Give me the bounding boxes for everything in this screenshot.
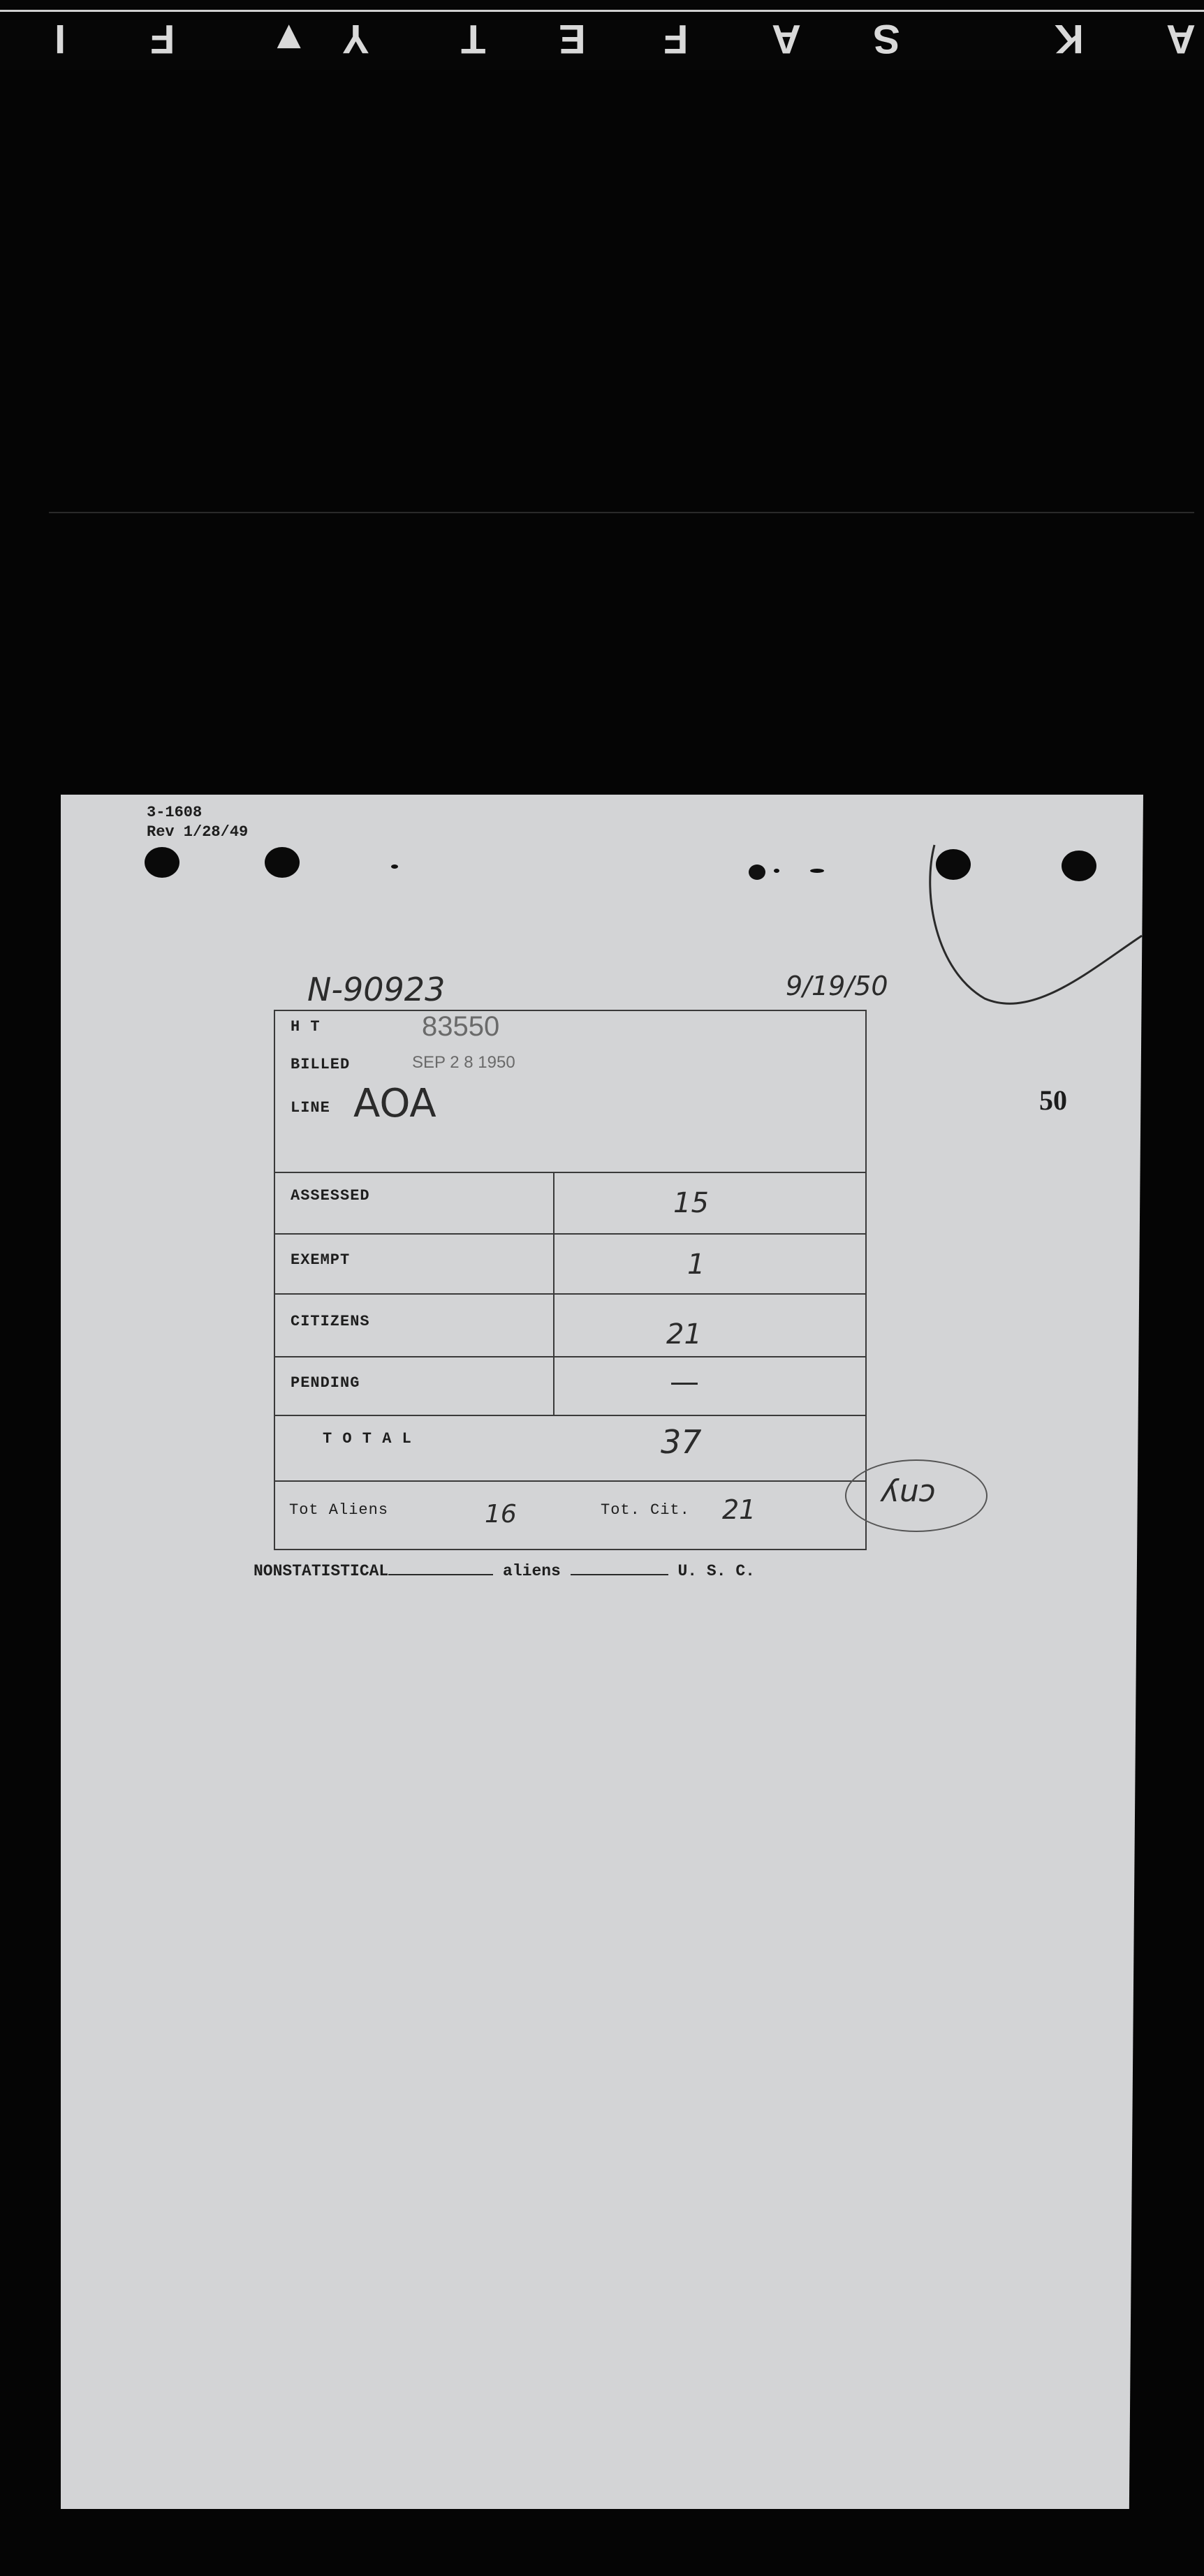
film-letter: I bbox=[54, 16, 66, 61]
punch-hole bbox=[145, 847, 179, 878]
film-letter: T bbox=[461, 16, 486, 61]
form-revision: Rev 1/28/49 bbox=[147, 823, 249, 841]
usc-label: U. S. C. bbox=[677, 1562, 755, 1580]
film-letter: E bbox=[559, 16, 586, 61]
total-value: 37 bbox=[661, 1423, 702, 1461]
film-edge bbox=[0, 0, 1204, 70]
ht-label: H T bbox=[291, 1018, 321, 1036]
tot-aliens-value: 16 bbox=[485, 1500, 517, 1529]
nonstatistical-label: NONSTATISTICAL bbox=[254, 1562, 389, 1580]
film-letter: ▼ bbox=[269, 16, 309, 61]
line-label: LINE bbox=[291, 1099, 330, 1117]
ht-value-stamp: 83550 bbox=[422, 1011, 500, 1042]
tot-cit-value: 21 bbox=[722, 1494, 756, 1525]
row-divider bbox=[275, 1480, 865, 1482]
column-divider bbox=[553, 1173, 555, 1416]
initials-stamp bbox=[845, 1459, 988, 1532]
page-number: 50 bbox=[1039, 1084, 1067, 1116]
row-divider bbox=[275, 1415, 865, 1416]
date-handwritten: 9/19/50 bbox=[786, 971, 888, 1001]
aliens-blank bbox=[571, 1561, 668, 1575]
form-table bbox=[274, 1010, 867, 1550]
tot-cit-label: Tot. Cit. bbox=[601, 1501, 690, 1519]
total-label: T O T A L bbox=[323, 1430, 412, 1448]
ink-spot bbox=[749, 864, 765, 880]
film-letter: A bbox=[1166, 16, 1196, 61]
ink-spot bbox=[774, 869, 779, 873]
nonstatistical-line bbox=[254, 1561, 755, 1580]
film-letter: F bbox=[150, 16, 175, 61]
hand-drawn-curve bbox=[922, 831, 1145, 1013]
pending-label: PENDING bbox=[291, 1374, 360, 1392]
film-letter: A bbox=[772, 16, 801, 61]
assessed-label: ASSESSED bbox=[291, 1187, 370, 1205]
ink-spot bbox=[810, 869, 824, 873]
row-divider bbox=[275, 1172, 865, 1173]
film-letter: F bbox=[663, 16, 689, 61]
line-value: AOA bbox=[353, 1081, 436, 1126]
billed-date-stamp: SEP 2 8 1950 bbox=[412, 1053, 515, 1072]
film-letter: S bbox=[873, 16, 900, 61]
pending-value: — bbox=[670, 1364, 699, 1399]
scan-artifact-line bbox=[49, 512, 1194, 513]
punch-hole bbox=[265, 847, 300, 878]
film-letter: K bbox=[1055, 16, 1084, 61]
row-divider bbox=[275, 1293, 865, 1295]
exempt-value: 1 bbox=[687, 1249, 705, 1281]
ink-spot bbox=[391, 864, 398, 869]
form-number: 3-1608 bbox=[147, 804, 203, 821]
nonstatistical-blank bbox=[388, 1561, 493, 1575]
film-letter: Y bbox=[342, 16, 369, 61]
row-divider bbox=[275, 1233, 865, 1235]
exempt-label: EXEMPT bbox=[291, 1251, 351, 1269]
film-edge-text bbox=[0, 14, 1204, 70]
file-number: N-90923 bbox=[307, 971, 446, 1008]
tot-aliens-label: Tot Aliens bbox=[289, 1501, 389, 1519]
citizens-value: 21 bbox=[666, 1318, 702, 1350]
aliens-label: aliens bbox=[503, 1562, 561, 1580]
citizens-label: CITIZENS bbox=[291, 1313, 370, 1330]
form-code-block bbox=[147, 803, 248, 842]
assessed-value: 15 bbox=[673, 1187, 709, 1219]
initials-text: ʎuɔ bbox=[881, 1473, 937, 1509]
billed-label: BILLED bbox=[291, 1056, 351, 1073]
film-rule bbox=[0, 10, 1204, 12]
row-divider bbox=[275, 1356, 865, 1357]
